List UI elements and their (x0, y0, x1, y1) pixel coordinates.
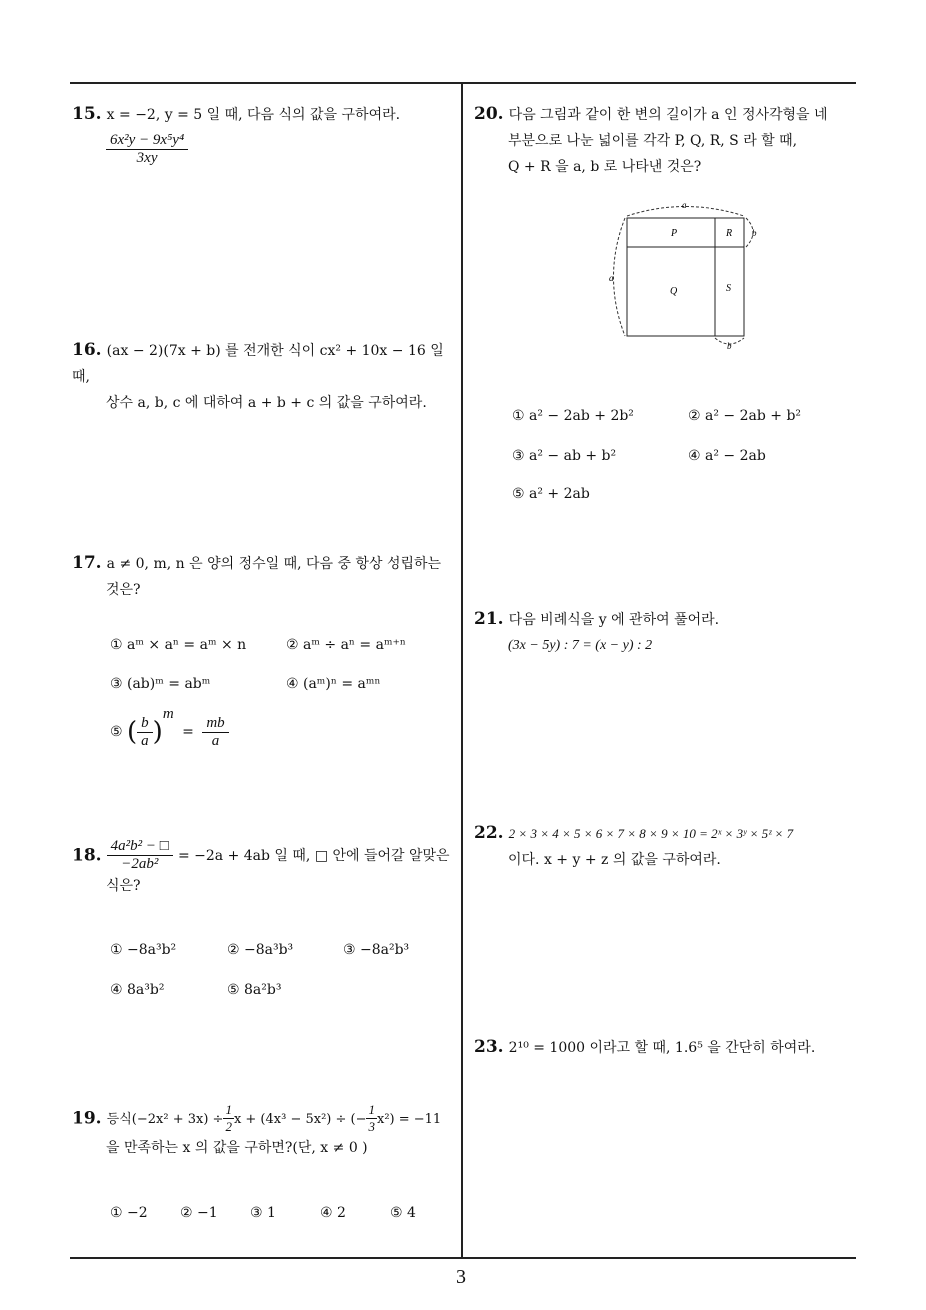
equation-part2: x + (4x³ − 5x²) ÷ (− (233, 1112, 367, 1127)
column-divider (461, 83, 463, 1258)
question-18 (72, 838, 457, 899)
fraction-numerator: 6x²y − 9x⁵y⁴ (106, 132, 188, 150)
denominator: a (141, 732, 149, 749)
question-text-line2: 부분으로 나눈 넓이를 각각 P, Q, R, S 라 할 때, (508, 133, 798, 149)
question-text-line1: a ≠ 0, m, n 은 양의 정수일 때, 다음 중 항상 성립하는 (106, 556, 442, 572)
page-number: 3 (456, 1266, 466, 1288)
option5-result-fraction (202, 715, 228, 750)
q17-option-5[interactable]: ⑤ ( $\frac{b}{a}$ )$^m$ = $\frac{mb}{a}$ (110, 706, 229, 750)
question-text-line2: 을 만족하는 x 의 값을 구하면?(단, x ≠ 0 ) (106, 1140, 368, 1156)
question-text-line1: 다음 그림과 같이 한 변의 길이가 a 인 정사각형을 네 (508, 107, 828, 123)
q20-option-5[interactable]: ⑤ a² + 2ab (512, 486, 590, 502)
option-number: ⑤ (110, 724, 123, 740)
q19-option-3[interactable]: ③ 1 (250, 1205, 276, 1221)
q17-option-3[interactable]: ③ (ab)ᵐ = abᵐ (110, 676, 211, 692)
expression-fraction (106, 132, 188, 167)
question-22 (474, 821, 864, 873)
label-S: S (726, 283, 731, 294)
question-20 (474, 102, 860, 180)
question-text-line1: (ax − 2)(7x + b) 를 전개한 식이 cx² + 10x − 16 일 때, (72, 343, 444, 385)
question-number: 21. (474, 609, 504, 629)
question-21 (474, 607, 860, 659)
label-a-left: a (609, 273, 614, 283)
question-number: 17. (72, 553, 102, 573)
question-text-line2: 상수 a, b, c 에 대하여 a + b + c 의 값을 구하여라. (106, 395, 427, 411)
question-number: 15. (72, 104, 102, 124)
question-text-line2: 이다. x + y + z 의 값을 구하여라. (508, 852, 721, 868)
question-text: x = −2, y = 5 일 때, 다음 식의 값을 구하여라. (106, 107, 401, 123)
equation-part1: 등식(−2x² + 3x) ÷ (106, 1112, 224, 1127)
question-number: 19. (72, 1108, 102, 1129)
question-23 (474, 1035, 860, 1061)
numerator: mb (202, 715, 228, 733)
denominator: a (211, 732, 220, 749)
q20-option-3[interactable]: ③ a² − ab + b² (512, 448, 617, 464)
question-text-line1: 2¹⁰ = 1000 이라고 할 때, 1.6⁵ 을 간단히 하여라. (508, 1040, 816, 1056)
numerator: 1 (225, 1102, 232, 1117)
question-text-line1: = −2a + 4ab 일 때, □ 안에 들어갈 알맞은 (177, 848, 450, 864)
question-17 (72, 551, 457, 603)
q19-option-4[interactable]: ④ 2 (320, 1205, 346, 1221)
exponent: m (162, 706, 174, 722)
dimension-arc-a-left (614, 218, 626, 336)
q18-option-5[interactable]: ⑤ 8a²b³ (227, 982, 282, 998)
equation-part3: x²) = −11 (376, 1112, 442, 1127)
label-b-right: b (752, 228, 757, 238)
question-equation: 2 × 3 × 4 × 5 × 6 × 7 × 8 × 9 × 10 = 2ˣ × 3ʸ × 5ᶻ × 7 (508, 826, 794, 841)
fraction-denominator: −2ab² (121, 856, 159, 872)
option5-inner-fraction (137, 715, 153, 750)
question-15 (72, 102, 452, 167)
q19-option-5[interactable]: ⑤ 4 (390, 1205, 416, 1221)
numerator: 1 (368, 1102, 375, 1117)
question-19 (72, 1102, 460, 1161)
numerator: b (137, 715, 153, 733)
square-division-figure (590, 195, 770, 355)
label-a-top: a (682, 200, 687, 210)
fraction-one-third (366, 1102, 377, 1135)
fraction-numerator: 4a²b² − □ (107, 838, 173, 856)
q18-option-4[interactable]: ④ 8a³b² (110, 982, 165, 998)
q19-option-2[interactable]: ② −1 (180, 1205, 218, 1221)
q19-option-1[interactable]: ① −2 (110, 1205, 148, 1221)
fraction-denominator: 3xy (136, 150, 158, 166)
fraction-one-half (223, 1102, 234, 1135)
q20-option-2[interactable]: ② a² − 2ab + b² (688, 408, 802, 424)
question-text-line2: 것은? (106, 582, 141, 598)
question-text-line3: Q + R 을 a, b 로 나타낸 것은? (508, 159, 702, 175)
label-R: R (726, 228, 733, 239)
question-text-line2: 식은? (106, 878, 141, 894)
top-rule (70, 82, 856, 84)
q18-option-3[interactable]: ③ −8a²b³ (343, 942, 410, 958)
q17-option-4[interactable]: ④ (aᵐ)ⁿ = aᵐⁿ (286, 676, 381, 692)
question-number: 22. (474, 823, 504, 843)
label-Q: Q (670, 286, 678, 297)
question-number: 20. (474, 104, 504, 124)
question-number: 23. (474, 1037, 504, 1057)
denominator: 3 (368, 1119, 375, 1134)
q17-option-1[interactable]: ① aᵐ × aⁿ = aᵐ × n (110, 637, 247, 653)
label-b-bottom: b (727, 341, 732, 351)
bottom-rule (70, 1257, 856, 1259)
proportion-equation: (3x − 5y) : 7 = (x − y) : 2 (508, 638, 653, 653)
q18-option-2[interactable]: ② −8a³b³ (227, 942, 294, 958)
question-fraction (107, 838, 173, 873)
q20-option-1[interactable]: ① a² − 2ab + 2b² (512, 408, 634, 424)
q20-option-4[interactable]: ④ a² − 2ab (688, 448, 766, 464)
q17-option-2[interactable]: ② aᵐ ÷ aⁿ = aᵐ⁺ⁿ (286, 637, 406, 653)
question-number: 18. (72, 845, 102, 866)
question-16 (72, 338, 457, 416)
label-P: P (671, 228, 678, 239)
question-number: 16. (72, 340, 102, 360)
question-text-line1: 다음 비례식을 y 에 관하여 풀어라. (508, 612, 720, 628)
q18-option-1[interactable]: ① −8a³b² (110, 942, 177, 958)
denominator: 2 (225, 1119, 232, 1134)
